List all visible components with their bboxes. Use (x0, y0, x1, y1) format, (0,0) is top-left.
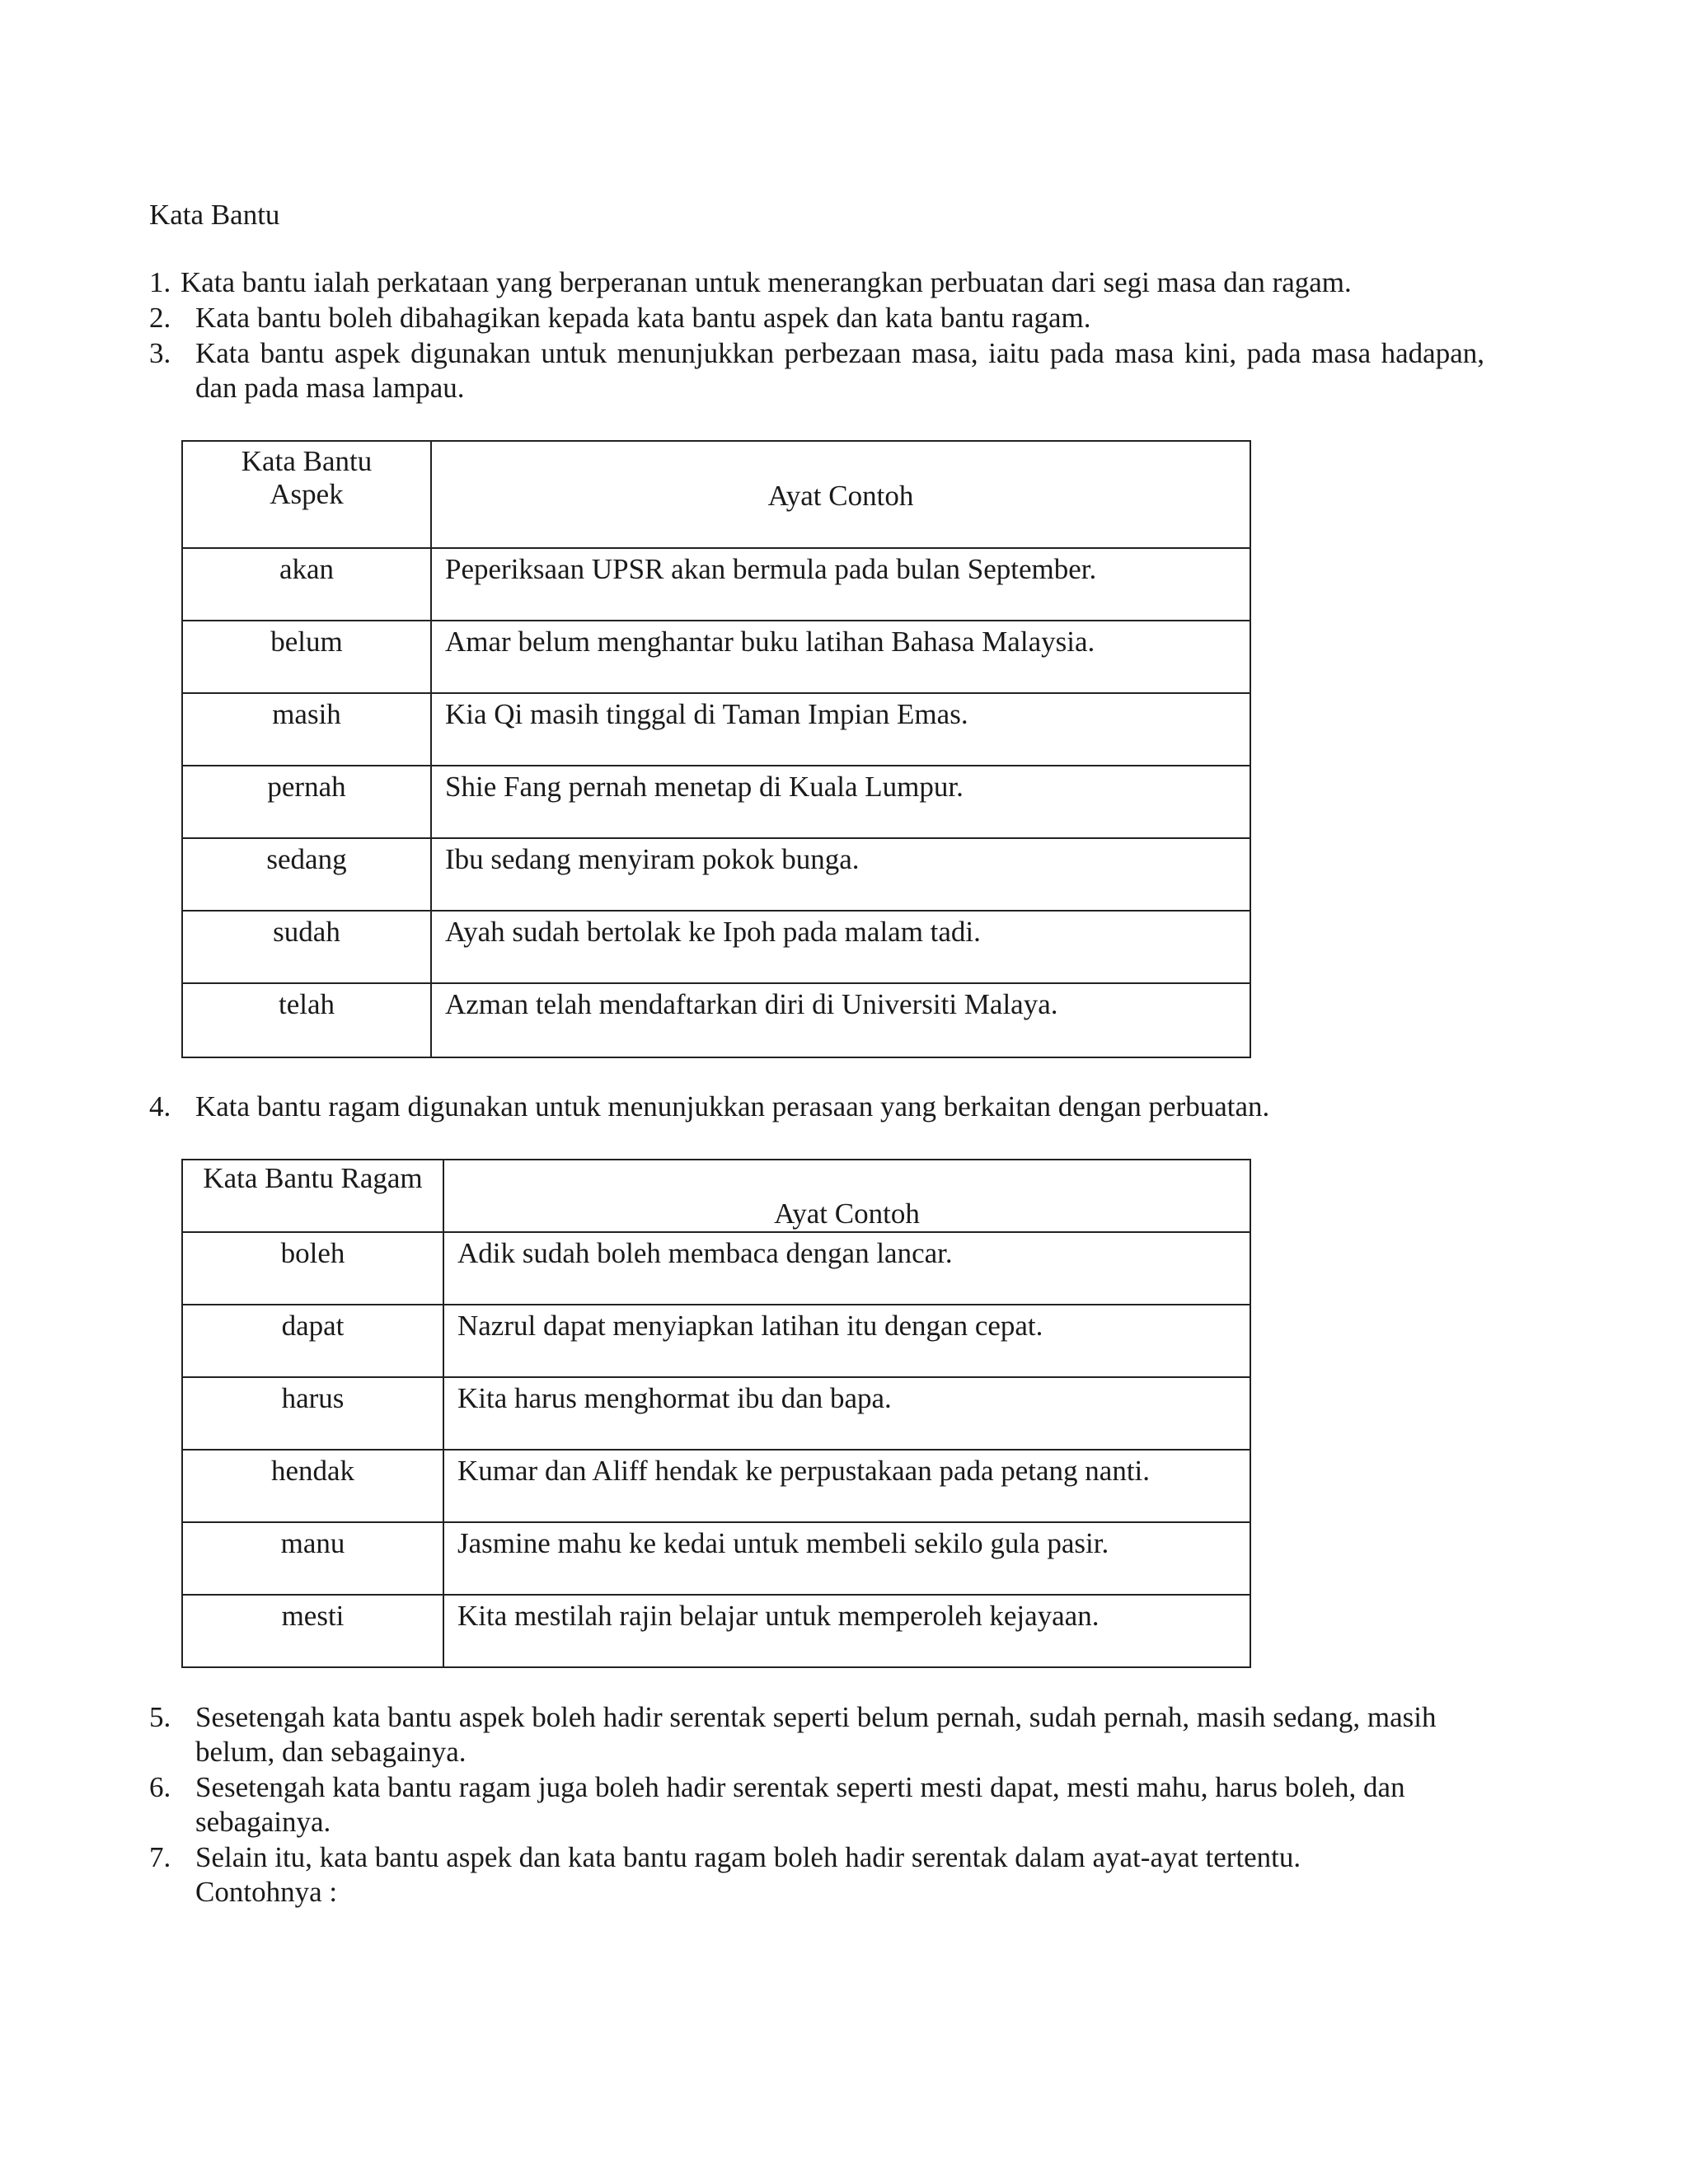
word-cell: pernah (182, 766, 431, 838)
point-4 (149, 1090, 1484, 1124)
word-cell: harus (182, 1377, 443, 1450)
word-cell: mesti (182, 1595, 443, 1667)
point-1 (149, 265, 1484, 300)
point-text: Sesetengah kata bantu ragam juga boleh hadir serentak seperti mesti dapat, mesti mahu, harus boleh, dan sebagainya. (195, 1771, 1405, 1838)
example-cell: Amar belum menghantar buku latihan Bahasa Malaysia. (431, 621, 1250, 693)
point-continuation: Contohnya : (195, 1876, 338, 1908)
point-number: 1. (149, 266, 171, 298)
word-cell: sudah (182, 911, 431, 983)
table-row (182, 621, 1250, 693)
point-6 (149, 1770, 1468, 1840)
word-cell: masih (182, 693, 431, 766)
example-cell: Peperiksaan UPSR akan bermula pada bulan September. (431, 548, 1250, 621)
table-row (182, 766, 1250, 838)
word-cell: boleh (182, 1232, 443, 1305)
point-number: 5. (149, 1701, 171, 1733)
word-cell: hendak (182, 1450, 443, 1522)
table-row (182, 1377, 1250, 1450)
point-number: 4. (149, 1090, 171, 1122)
table-row (182, 1305, 1250, 1377)
point-text: Kata bantu ialah perkataan yang berperanan untuk menerangkan perbuatan dari segi masa dan ragam. (181, 266, 1352, 298)
point-text: Kata bantu boleh dibahagikan kepada kata bantu aspek dan kata bantu ragam. (195, 302, 1091, 334)
point-number: 6. (149, 1771, 171, 1803)
header-example-cell: Ayat Contoh (431, 441, 1250, 548)
example-cell: Jasmine mahu ke kedai untuk membeli sekilo gula pasir. (443, 1522, 1250, 1595)
table-row (182, 548, 1250, 621)
point-number: 2. (149, 302, 171, 334)
word-cell: manu (182, 1522, 443, 1595)
table-row (182, 1595, 1250, 1667)
intro-points (149, 265, 1484, 405)
point-4-block (149, 1090, 1484, 1124)
example-cell: Adik sudah boleh membaca dengan lancar. (443, 1232, 1250, 1305)
word-cell: sedang (182, 838, 431, 911)
point-3 (149, 336, 1484, 405)
word-cell: telah (182, 983, 431, 1057)
example-cell: Kita mestilah rajin belajar untuk memperoleh kejayaan. (443, 1595, 1250, 1667)
table-row (182, 838, 1250, 911)
table-kata-bantu-ragam (181, 1159, 1251, 1668)
example-cell: Kia Qi masih tinggal di Taman Impian Emas. (431, 693, 1250, 766)
table-row (182, 911, 1250, 983)
word-cell: akan (182, 548, 431, 621)
header-word-line2: Aspek (270, 478, 344, 511)
table-row (182, 1522, 1250, 1595)
header-word-cell: Kata Bantu Ragam (182, 1160, 443, 1232)
point-5 (149, 1700, 1468, 1769)
point-text: Sesetengah kata bantu aspek boleh hadir serentak seperti belum pernah, sudah pernah, masih sedang, masih belum, dan sebagainya. (195, 1701, 1437, 1768)
word-cell: dapat (182, 1305, 443, 1377)
example-cell: Nazrul dapat menyiapkan latihan itu dengan cepat. (443, 1305, 1250, 1377)
table-header-row (182, 441, 1250, 548)
table-header-row (182, 1160, 1250, 1232)
example-cell: Ibu sedang menyiram pokok bunga. (431, 838, 1250, 911)
header-word-cell (182, 441, 431, 548)
point-2 (149, 301, 1484, 335)
example-cell: Azman telah mendaftarkan diri di Universiti Malaya. (431, 983, 1250, 1057)
point-text: Kata bantu aspek digunakan untuk menunjukkan perbezaan masa, iaitu pada masa kini, pada masa hadapan, dan pada masa lampau. (195, 337, 1484, 404)
point-text: Kata bantu ragam digunakan untuk menunjukkan perasaan yang berkaitan dengan perbuatan. (195, 1090, 1270, 1122)
example-cell: Shie Fang pernah menetap di Kuala Lumpur. (431, 766, 1250, 838)
example-cell: Ayah sudah bertolak ke Ipoh pada malam tadi. (431, 911, 1250, 983)
closing-points (149, 1700, 1468, 1910)
page-title: Kata Bantu (149, 199, 280, 231)
example-cell: Kumar dan Aliff hendak ke perpustakaan pada petang nanti. (443, 1450, 1250, 1522)
table-kata-bantu-aspek (181, 440, 1251, 1058)
point-number: 7. (149, 1841, 171, 1873)
header-word-line1: Kata Bantu (241, 445, 373, 477)
point-7-content (195, 1840, 1468, 1910)
table-row (182, 1450, 1250, 1522)
word-cell: belum (182, 621, 431, 693)
table-row (182, 693, 1250, 766)
header-example-cell: Ayat Contoh (443, 1160, 1250, 1232)
point-text: Selain itu, kata bantu aspek dan kata bantu ragam boleh hadir serentak dalam ayat-ayat tertentu. (195, 1841, 1301, 1873)
point-7 (149, 1840, 1468, 1910)
table-row (182, 983, 1250, 1057)
example-cell: Kita harus menghormat ibu dan bapa. (443, 1377, 1250, 1450)
point-number: 3. (149, 337, 171, 369)
table-row (182, 1232, 1250, 1305)
